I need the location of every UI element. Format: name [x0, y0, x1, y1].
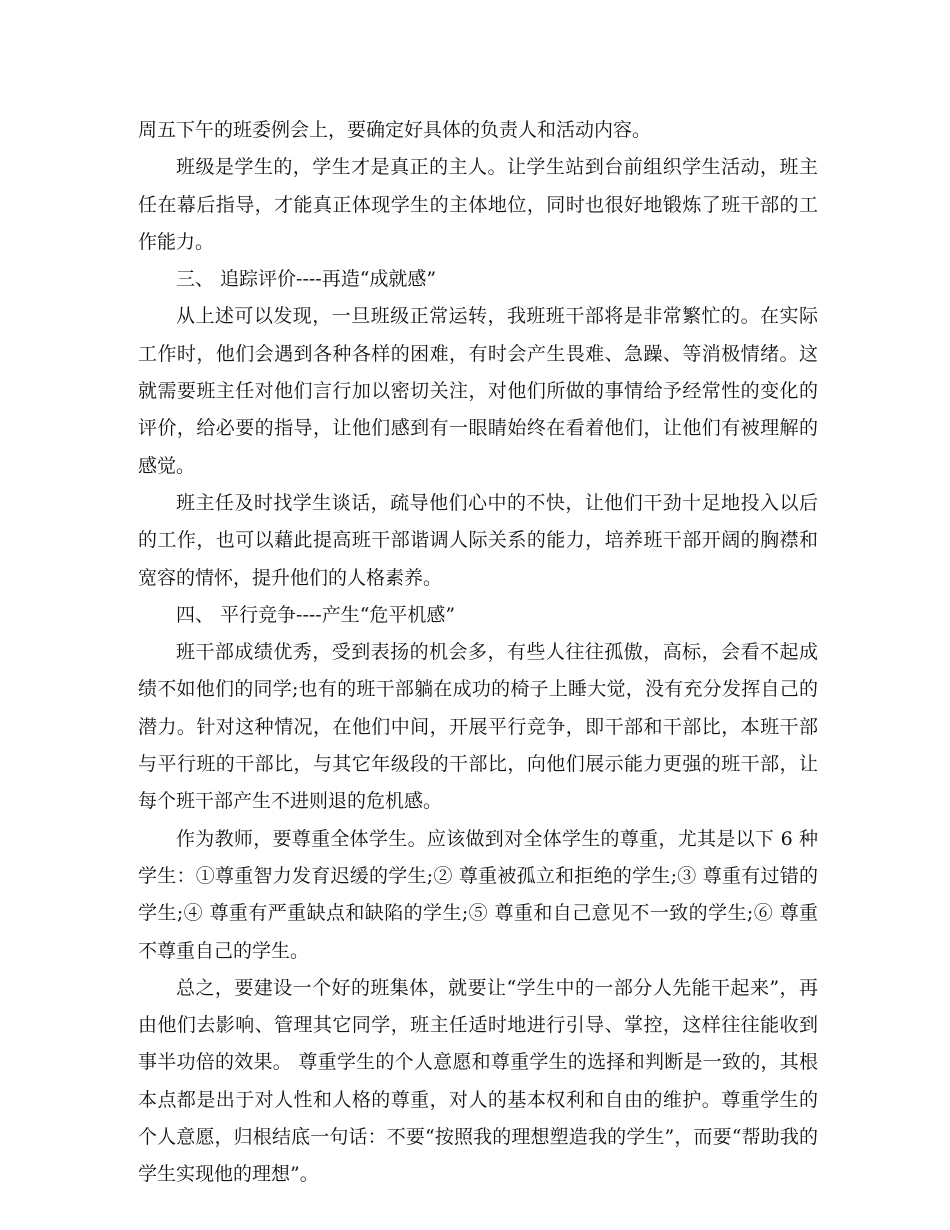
paragraph: 从上述可以发现，一旦班级正常运转，我班班干部将是非常繁忙的。在实际工作时，他们会遇到各种各样的困难，有时会产生畏难、急躁、等消极情绪。这就需要班主任对他们言行加以密切关注，对他们所做的事情给予经常性的变化的评价，给必要的指导，让他们感到有一眼睛始终在看着他们，让他们有被理解的感觉。	[138, 305, 818, 477]
paragraph: 班干部成绩优秀，受到表扬的机会多，有些人往往孤傲，高标，会看不起成绩不如他们的同学;也有的班干部躺在成功的椅子上睡大觉，没有充分发挥自己的潜力。针对这种情况，在他们中间，开展平行竞争，即干部和干部比，本班干部与平行班的干部比，与其它年级段的干部比，向他们展示能力更强的班干部，让每个班干部产生不进则退的危机感。	[138, 641, 818, 813]
document-page	[138, 112, 818, 1194]
paragraph: 总之，要建设一个好的班集体，就要让“学生中的一部分人先能干起来”，再由他们去影响、管理其它同学，班主任适时地进行引导、掌控，这样往往能收到事半功倍的效果。 尊重学生的个人意愿和尊重学生的选择和判断是一致的，其根本点都是出于对人性和人格的尊重，对人的基本权利和自由的维护。尊重学生的个人意愿，归根结底一句话：不要“按照我的理想塑造我的学生”，而要“帮助我的学生实现他的理想”。	[138, 976, 818, 1186]
paragraph: 作为教师，要尊重全体学生。应该做到对全体学生的尊重，尤其是以下 6 种学生：①尊重智力发育迟缓的学生;② 尊重被孤立和拒绝的学生;③ 尊重有过错的学生;④ 尊重有严重缺点和缺陷的学生;⑤ 尊重和自己意见不一致的学生;⑥ 尊重不尊重自己的学生。	[138, 827, 818, 962]
paragraph: 班级是学生的，学生才是真正的主人。让学生站到台前组织学生活动，班主任在幕后指导，才能真正体现学生的主体地位，同时也很好地锻炼了班干部的工作能力。	[138, 156, 818, 253]
section-heading: 四、 平行竞争----产生“危平机感”	[176, 603, 456, 626]
paragraph-continued: 周五下午的班委例会上，要确定好具体的负责人和活动内容。	[138, 119, 652, 141]
section-heading: 三、 追踪评价----再造“成就感”	[176, 268, 437, 291]
paragraph: 班主任及时找学生谈话，疏导他们心中的不快，让他们干劲十足地投入以后的工作，也可以藉此提高班干部谐调人际关系的能力，培养班干部开阔的胸襟和宽容的情怀，提升他们的人格素养。	[138, 491, 818, 589]
